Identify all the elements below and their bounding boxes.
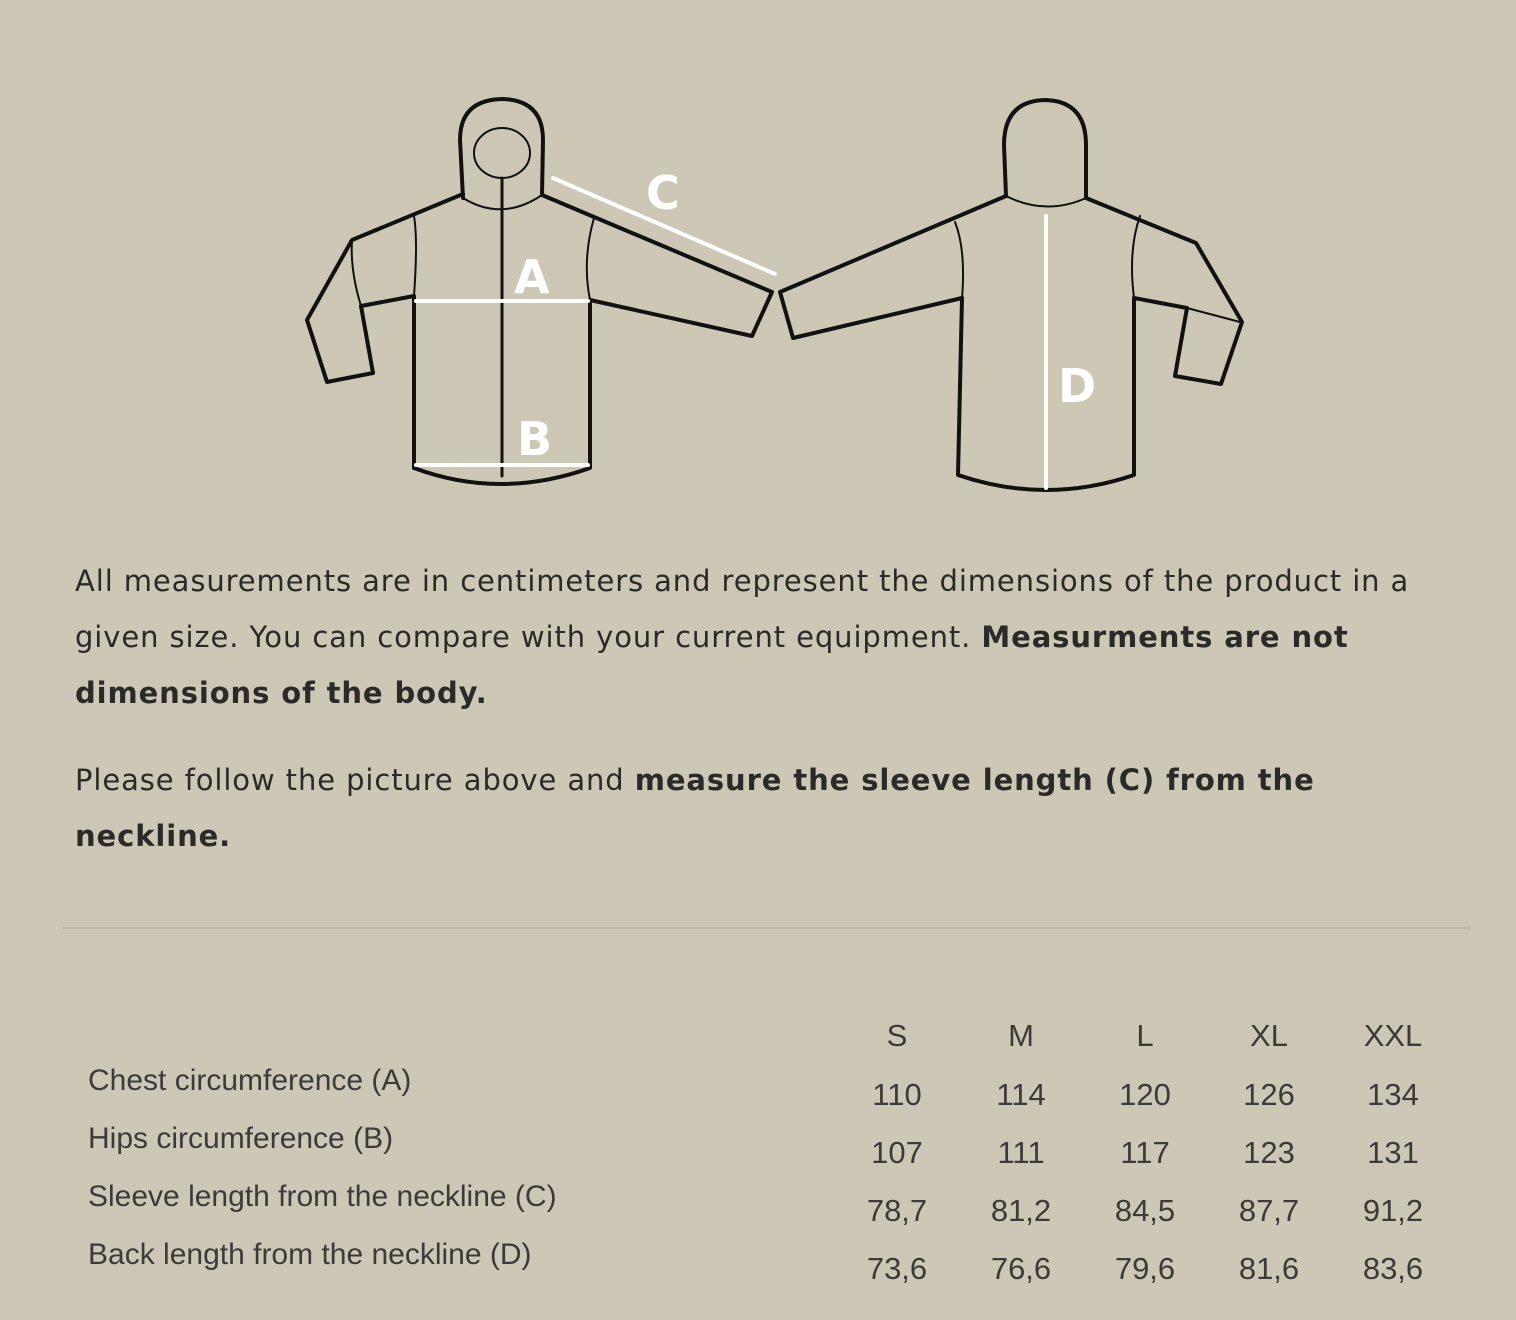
table-cell: 111 <box>997 1135 1045 1170</box>
table-cell: 134 <box>1367 1077 1419 1112</box>
size-header-xxl: XXL <box>1363 1018 1423 1053</box>
table-cell: 126 <box>1243 1077 1295 1112</box>
table-cell: 81,6 <box>1238 1251 1300 1286</box>
row-label: Hips circumference (B) <box>88 1122 394 1155</box>
table-cell: 73,6 <box>866 1251 928 1286</box>
table-cell: 83,6 <box>1362 1251 1424 1286</box>
jacket-measurement-diagram <box>0 0 1516 520</box>
table-cell: 91,2 <box>1362 1193 1424 1228</box>
size-table <box>0 1010 1516 1310</box>
size-header-xl: XL <box>1250 1018 1288 1053</box>
dimension-label-b: B <box>517 412 553 466</box>
table-cell: 76,6 <box>990 1251 1052 1286</box>
row-label: Chest circumference (A) <box>88 1064 412 1097</box>
table-cell: 87,7 <box>1238 1193 1300 1228</box>
table-cell: 78,7 <box>866 1193 928 1228</box>
table-cell: 117 <box>1120 1135 1170 1170</box>
jacket-illustration <box>0 0 1516 520</box>
sleeve-instruction-emphasis: measure the sleeve length (C) from the neckline. <box>75 763 1315 853</box>
table-cell: 84,5 <box>1114 1193 1176 1228</box>
table-cell: 79,6 <box>1114 1251 1176 1286</box>
measurement-info-note: Measurments are not dimensions of the body. <box>75 620 1349 710</box>
measurement-info-paragraph <box>75 553 1475 721</box>
row-label: Back length from the neckline (D) <box>88 1238 532 1271</box>
size-header-l: L <box>1136 1018 1154 1053</box>
section-divider <box>63 927 1471 929</box>
table-cell: 131 <box>1367 1135 1419 1170</box>
table-cell: 114 <box>996 1077 1046 1112</box>
row-label: Sleeve length from the neckline (C) <box>88 1180 557 1213</box>
table-row <box>0 1238 1516 1301</box>
table-cell: 123 <box>1243 1135 1295 1170</box>
jacket-back-view <box>780 100 1242 490</box>
size-header-s: S <box>886 1018 908 1053</box>
table-cell: 81,2 <box>990 1193 1052 1228</box>
dimension-label-a: A <box>514 250 550 304</box>
size-header-m: M <box>1008 1018 1034 1053</box>
table-cell: 107 <box>871 1135 923 1170</box>
measure-lines-front <box>416 178 775 465</box>
table-row <box>0 1122 1516 1185</box>
dimension-label-c: C <box>646 166 680 220</box>
sleeve-instruction-paragraph <box>75 752 1475 864</box>
sleeve-instruction-text: Please follow the picture above and <box>75 763 635 797</box>
table-row <box>0 1064 1516 1127</box>
table-cell: 120 <box>1119 1077 1171 1112</box>
measurement-info-text: All measurements are in centimeters and represent the dimensions of the product in a given size. You can compare with your current equipment. <box>75 564 1410 654</box>
table-cell: 110 <box>872 1077 922 1112</box>
dimension-label-d: D <box>1058 359 1097 413</box>
table-row <box>0 1180 1516 1243</box>
